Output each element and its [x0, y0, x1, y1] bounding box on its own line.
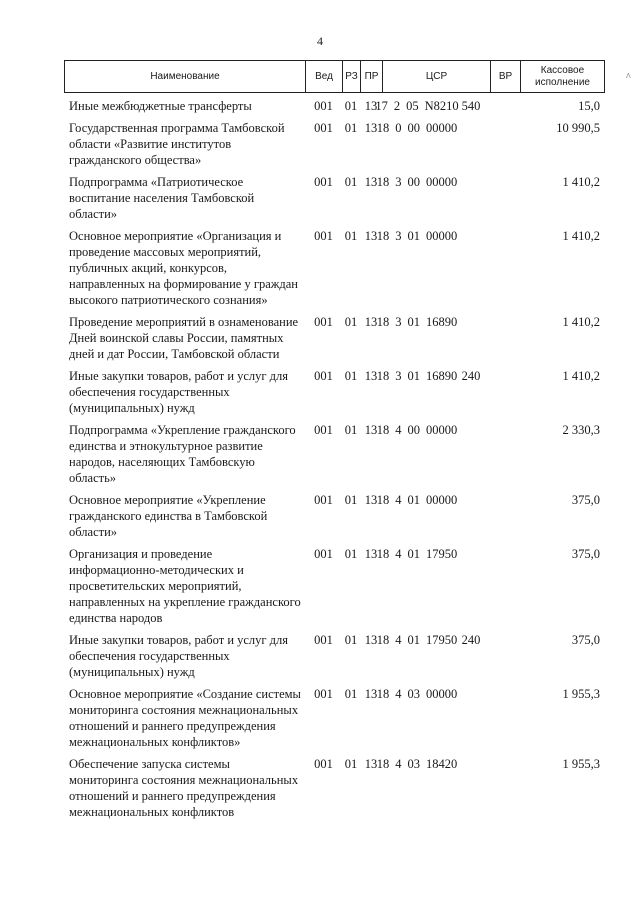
table-row: [64, 314, 604, 362]
row-rz: 01: [344, 687, 358, 701]
row-csr-part: 4: [395, 423, 402, 437]
row-csr-part: 00000: [426, 687, 458, 701]
row-csr-part: 3: [395, 229, 402, 243]
row-csr: [376, 756, 458, 820]
row-pr: 13: [364, 369, 378, 383]
row-pr: 13: [364, 633, 378, 647]
row-pr: 13: [364, 547, 378, 561]
row-ved: 001: [314, 229, 333, 243]
row-csr: [376, 368, 458, 416]
row-pr: 13: [364, 423, 378, 437]
row-csr-part: 03: [407, 687, 420, 701]
header-ved: Вед: [306, 61, 343, 93]
row-rz: 01: [344, 175, 358, 189]
table-row: [64, 632, 604, 680]
row-name: Основное мероприятие «Создание системы мониторинга состояния межнациональных отношений и раннего предупреждения межнациональных конфликтов»: [69, 687, 301, 749]
table-body: [64, 98, 604, 826]
row-pr: 13: [364, 315, 378, 329]
row-sum: 1 410,2: [562, 229, 600, 243]
header-sum: Кассовое исполнение: [521, 61, 605, 93]
row-csr: [376, 686, 458, 750]
row-sum: 1 955,3: [562, 687, 600, 701]
row-rz: 01: [344, 633, 358, 647]
row-csr-part: 16890: [426, 369, 458, 383]
margin-mark: ^: [626, 72, 631, 83]
row-csr-part: 01: [407, 633, 420, 647]
row-csr-part: 00000: [426, 175, 458, 189]
row-csr: [376, 174, 458, 222]
table-row: [64, 756, 604, 820]
row-name: Иные межбюджетные трансферты: [69, 99, 252, 113]
row-csr-part: 3: [395, 369, 402, 383]
row-ved: 001: [314, 175, 333, 189]
row-csr: [376, 546, 458, 626]
row-csr-part: 17950: [426, 633, 458, 647]
table-row: [64, 368, 604, 416]
row-csr-part: 4: [395, 547, 402, 561]
row-csr: [376, 120, 458, 168]
row-rz: 01: [344, 423, 358, 437]
row-pr: 13: [364, 757, 378, 771]
row-rz: 01: [344, 493, 358, 507]
row-rz: 01: [344, 369, 358, 383]
row-vr: 240: [461, 369, 481, 383]
row-csr-part: 2: [393, 99, 401, 113]
row-csr: [376, 314, 458, 362]
row-sum: 2 330,3: [562, 423, 600, 437]
row-csr-part: 18: [376, 121, 390, 135]
row-csr-part: 05: [406, 99, 419, 113]
row-rz: 01: [344, 121, 358, 135]
row-sum: 1 955,3: [562, 757, 600, 771]
row-name: Подпрограмма «Укрепление гражданского единства и этнокультурное развитие народов, населяющих Тамбовскую область»: [69, 423, 296, 485]
row-csr-part: 0: [395, 121, 402, 135]
row-csr: [376, 422, 458, 486]
row-ved: 001: [314, 493, 333, 507]
row-ved: 001: [314, 423, 333, 437]
row-rz: 01: [344, 315, 358, 329]
row-csr: [376, 632, 458, 680]
row-csr-part: 00: [407, 423, 420, 437]
row-vr: [452, 686, 490, 750]
header-name: Наименование: [65, 61, 306, 93]
row-csr-part: 18: [376, 315, 390, 329]
table-row: [64, 546, 604, 626]
row-csr-part: 4: [395, 633, 402, 647]
row-csr-part: 00000: [426, 423, 458, 437]
row-csr-part: 01: [407, 229, 420, 243]
row-csr: [375, 98, 459, 114]
row-csr-part: 18: [376, 687, 390, 701]
row-ved: 001: [314, 633, 333, 647]
row-ved: 001: [314, 757, 333, 771]
row-pr: 13: [364, 229, 378, 243]
row-rz: 01: [344, 547, 358, 561]
row-pr: 13: [364, 687, 378, 701]
row-csr-part: 17950: [426, 547, 458, 561]
row-ved: 001: [314, 687, 333, 701]
row-vr: [452, 756, 490, 820]
row-csr-part: 18: [376, 493, 390, 507]
table-row: [64, 492, 604, 540]
row-sum: 1 410,2: [562, 369, 600, 383]
row-csr-part: 18420: [426, 757, 458, 771]
row-csr-part: 18: [376, 757, 390, 771]
table-row: [64, 174, 604, 222]
table-row: [64, 422, 604, 486]
row-csr-part: 3: [395, 315, 402, 329]
row-csr-part: 00: [407, 175, 420, 189]
row-csr-part: 01: [407, 315, 420, 329]
row-csr-part: 18: [376, 175, 390, 189]
table-row: [64, 98, 604, 114]
header-rz: РЗ: [343, 61, 361, 93]
row-csr-part: 3: [395, 175, 402, 189]
row-name: Государственная программа Тамбовской области «Развитие институтов гражданского общества»: [69, 121, 285, 167]
row-name: Подпрограмма «Патриотическое воспитание населения Тамбовской области»: [69, 175, 255, 221]
row-name: Обеспечение запуска системы мониторинга состояния межнациональных отношений и раннего предупреждения межнациональных конфликтов: [69, 757, 299, 819]
table-row: [64, 686, 604, 750]
row-vr: [452, 422, 490, 486]
row-sum: 1 410,2: [562, 175, 600, 189]
row-csr-part: N8210: [424, 99, 459, 113]
row-pr: 13: [364, 121, 378, 135]
row-sum: 10 990,5: [556, 121, 600, 135]
row-csr: [376, 492, 458, 540]
row-csr-part: 01: [407, 493, 420, 507]
row-csr-part: 03: [407, 757, 420, 771]
row-name: Основное мероприятие «Укрепление гражданского единства в Тамбовской области»: [69, 493, 268, 539]
row-name: Иные закупки товаров, работ и услуг для обеспечения государственных (муниципальных) нужд: [69, 369, 289, 415]
row-csr-part: 4: [395, 687, 402, 701]
row-csr: [376, 228, 458, 308]
row-vr: [452, 492, 490, 540]
row-name: Иные закупки товаров, работ и услуг для обеспечения государственных (муниципальных) нужд: [69, 633, 289, 679]
row-csr-part: 4: [395, 493, 402, 507]
row-name: Основное мероприятие «Организация и проведение массовых мероприятий, публичных акций, конкурсов, направленных на формирование у граждан высокого патриотического сознания»: [69, 229, 298, 307]
header-csr: ЦСР: [383, 61, 491, 93]
row-rz: 01: [344, 229, 358, 243]
row-pr: 13: [364, 175, 378, 189]
row-csr-part: 00: [407, 121, 420, 135]
row-vr: [452, 228, 490, 308]
row-vr: 540: [461, 99, 481, 113]
row-csr-part: 18: [376, 369, 390, 383]
row-rz: 01: [344, 99, 358, 113]
row-ved: 001: [314, 121, 333, 135]
row-csr-part: 18: [376, 423, 390, 437]
row-vr: [452, 120, 490, 168]
row-ved: 001: [314, 369, 333, 383]
row-csr-part: 4: [395, 757, 402, 771]
row-csr-part: 00000: [426, 229, 458, 243]
row-ved: 001: [314, 99, 333, 113]
row-vr: 240: [461, 633, 481, 647]
row-csr-part: 01: [407, 369, 420, 383]
row-csr-part: 00000: [426, 121, 458, 135]
row-pr: 13: [364, 99, 378, 113]
row-ved: 001: [314, 547, 333, 561]
row-csr-part: 18: [376, 547, 390, 561]
row-sum: 15,0: [578, 99, 600, 113]
row-sum: 375,0: [571, 633, 600, 647]
row-rz: 01: [344, 757, 358, 771]
header-vr: ВР: [491, 61, 521, 93]
row-pr: 13: [364, 493, 378, 507]
table-header: [64, 60, 605, 93]
row-csr-part: 18: [376, 229, 390, 243]
row-sum: 1 410,2: [562, 315, 600, 329]
row-vr: [452, 314, 490, 362]
header-pr: ПР: [361, 61, 383, 93]
row-ved: 001: [314, 315, 333, 329]
row-name: Проведение мероприятий в ознаменование Дней воинской славы России, памятных дней и дат России, Тамбовской области: [69, 315, 299, 361]
page-number: 4: [317, 34, 323, 48]
table-row: [64, 228, 604, 308]
row-name: Организация и проведение информационно-методических и просветительских мероприятий, направленных на укрепление гражданского единства народов: [69, 547, 301, 625]
row-sum: 375,0: [571, 493, 600, 507]
row-sum: 375,0: [571, 547, 600, 561]
table-row: [64, 120, 604, 168]
row-csr-part: 17: [375, 99, 388, 113]
row-vr: [452, 546, 490, 626]
row-csr-part: 00000: [426, 493, 458, 507]
row-vr: [452, 174, 490, 222]
row-csr-part: 01: [407, 547, 420, 561]
row-csr-part: 16890: [426, 315, 458, 329]
row-csr-part: 18: [376, 633, 390, 647]
